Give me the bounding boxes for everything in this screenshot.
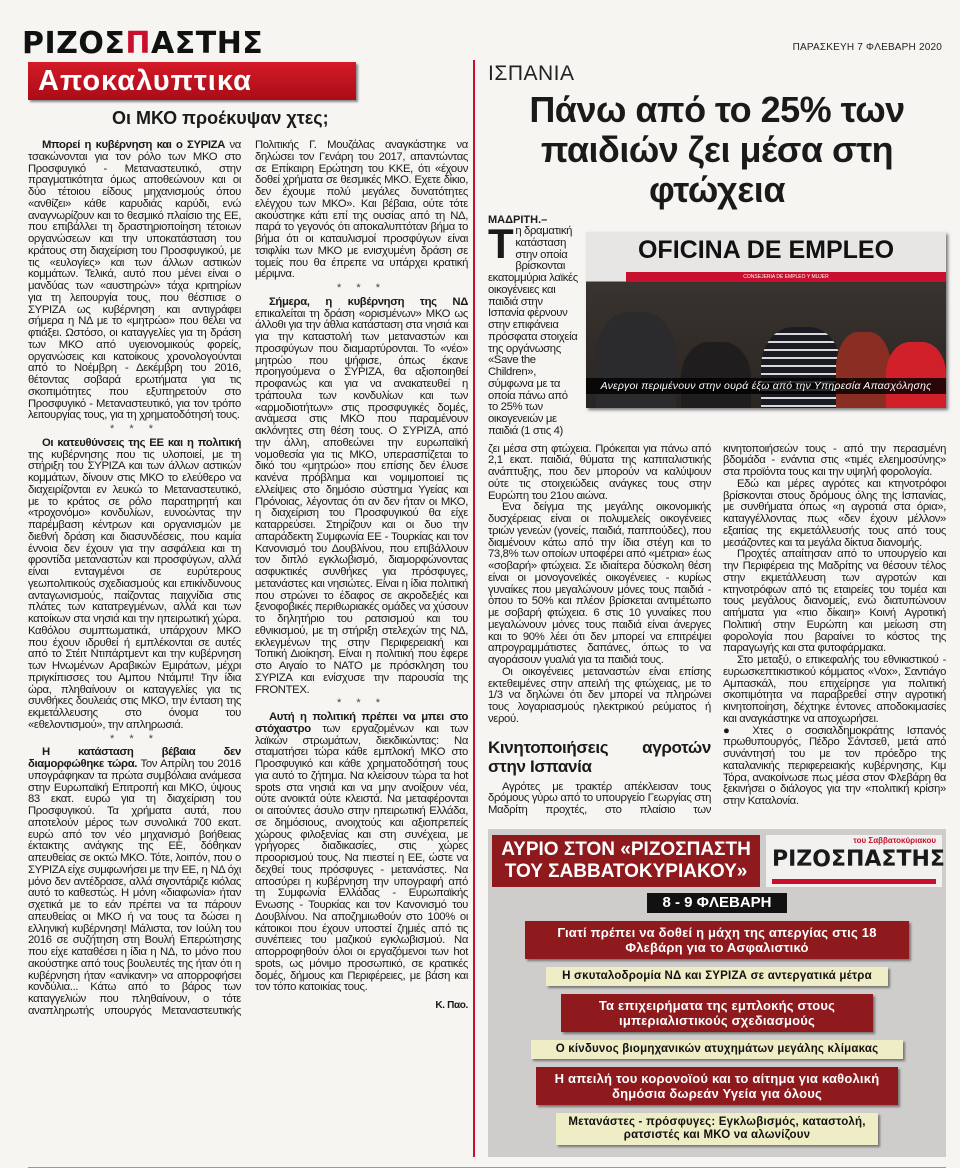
logo-part: ΑΣΤΗΣ	[151, 26, 264, 61]
paragraph-text: της κυβέρνησης που τις υλοποιεί, με τη στήριξη του ΣΥΡΙΖΑ και των άλλων αστικών κομμάτων, δίνουν στις ΜΚΟ το ελεύθερο να διαχειρίζονται εν λευκώ το Μεταναστευτικό, με το κράτος σε ρόλο παρατηρητή και «τροχονόμο» κονδυλίων, ευνοώντας την παρέμβαση κέντρων και οργανισμών με διεθνή δράση και διασυνδέσεις, που καμία έννοια δεν έχουν για την ασφάλεια και τη φροντίδα μεταναστών και προσφύγων, αλλά είναι ενταγμένοι σε ευρύτερους γεωπολιτικούς σχεδιασμούς και επικίνδυνους ανταγωνισμούς, παίζοντας παιχνίδια στις πλάτες των κατατρεγμένων, αλλά και των κατοίκων στα νησιά και την ηπειρωτική χώρα. Καθόλου συμπτωματικά, υπάρχουν ΜΚΟ που έχουν ιδρυθεί ή εμπλέκονται σε αυτές από το Στέιτ Ντιπάρτμεντ και την κυβέρνηση των Ηνωμένων Αραβικών Εμιράτων, μέχρι πριγκίπισσες του Αμπου Ντάμπι! Την ίδια ώρα, πληθαίνουν οι καταγγελίες για τις συνθήκες δουλειάς στις ΜΚΟ, την ένταση της εκμετάλλευσης στο όνομα του «εθελοντισμού», την απληρωσιά.	[28, 448, 241, 731]
ad-logo-tagline: του Σαββατοκύριακου	[853, 835, 936, 845]
right-article-body	[488, 444, 946, 817]
paragraph: Στο μεταξύ, ο επικεφαλής του εθνικιστικού - ευρωσκεπτικιστικού κόμματος «Vox», Σαντιάγο Αμπασκάλ, που επιχείρησε για πολιτική σκοπιμότητα να παραβρεθεί στην αγροτική κινητοποίηση, δέχτηκε έντονες αποδοκιμασίες και αναγκάστηκε να αποχωρήσει.	[723, 654, 946, 725]
paragraph-lead: Η κατάσταση βέβαια δεν διαμορφώθηκε τώρα.	[28, 746, 241, 770]
logo-part: ΡΙΖΟΣ	[22, 26, 126, 61]
weekend-edition-ad	[488, 829, 946, 1157]
paragraph-lead: Μπορεί η κυβέρνηση και ο ΣΥΡΙΖΑ	[42, 139, 226, 151]
paragraph	[28, 438, 241, 732]
ad-dates: 8 - 9 ΦΛΕΒΑΡΗ	[647, 893, 787, 913]
author-signature: Κ. Παο.	[435, 1000, 468, 1011]
paragraph: Εδώ και μέρες αγρότες και κτηνοτρόφοι βρίσκονται στους δρόμους όλης της Ισπανίας, με συνθήματα όπως «η αγροτιά στα όρια», καταγγέλλοντας πως «δεν έχουν μέλλον» εξαιτίας της εκμετάλλευσής τους από τους μεσάζοντες και τα μεγάλα δίκτυα διανομής.	[723, 477, 946, 549]
ad-logo-name: ΡΙΖΟΣΠΑΣΤΗΣ	[772, 846, 945, 872]
paragraph: Οι οικογένειες μεταναστών είναι επίσης εκτεθειμένες στην απειλή της φτώχειας, με το 1/3 να δηλώνει ότι δεν μπορεί να πληρώνει τους λογαριασμούς ηλεκτρικού ρεύματος ή νερού.	[488, 665, 711, 725]
separator-stars: * * *	[337, 697, 386, 710]
photo-subsign-text: CONSEJERIA DE EMPLEO Y MUJER	[626, 272, 946, 282]
ad-item: Η σκυταλοδρομία ΝΔ και ΣΥΡΙΖΑ σε αντεργατικά μέτρα	[546, 967, 888, 986]
separator-stars: * * *	[110, 732, 159, 745]
paragraph-text: να τσακώνονται για τον ρόλο των ΜΚΟ στο Προσφυγικό - Μεταναστευτικό, στην πραγματικότητα όμως αποθεώνουν και οι δύο τέτοιου είδους μηχανισμούς όπου «ανθίζει» κάθε καρυδιάς καρύδι, ενώ αναγνωρίζουν και το θεσμικό πλαίσιο της ΕΕ, που επιβάλλει τη δραστηριοποίηση τέτοιων οργανώσεων και την υποκατάσταση του κράτους στη διαχείριση του Προσφυγικού, με τις «ευλογίες» και των άλλων αστικών κομμάτων. Τελικά, αυτό που μένει είναι ο μανδύας των «αυστηρών» τάχα κριτηρίων για τη λειτουργία τους, που θέσπισε ο ΣΥΡΙΖΑ ως κυβέρνηση και αντιγράφει σήμερα η ΝΔ με το «μητρώο» που θέλει να φτιάξει. Ωστόσο, οι καταγγελίες για τη δράση των ΜΚΟ από υγειονομικούς φορείς, οργανώσεις και κατοίκους χρονολογούνται από το Νοέμβρη - Δεκέμβρη του 2016, θέτοντας σοβαρά ερωτήματα για τις σκοπιμότητες που εξυπηρετούν στο Προσφυγικό - Μεταναστευτικό, για τον τρόπο λειτουργίας τους, για τη χρηματοδότησή τους.	[28, 139, 241, 422]
paragraph	[255, 297, 468, 697]
photo-person	[836, 332, 891, 408]
paragraph-text: των εργαζομένων και των λαϊκών στρωμάτων, διεκδικώντας: Να σταματήσει τώρα κάθε εμπλοκή ΜΚΟ στο Προσφυγικό και κάθε χρηματοδότησή τους για αυτό το ζήτημα. Να κλείσουν τώρα τα hot spots στα νησιά και να μην ανοίξουν νέα, ούτε ανοικτά ούτε κλειστά. Να μεταφέρονται οι αιτούντες άσυλο στην ηπειρωτική Ελλάδα, σε δημόσιους, ανοιχτούς και αξιοπρεπείς χώρους φιλοξενίας και στη συνέχεια, με γρήγορες διαδικασίες, στις χώρες προορισμού τους. Να πιεστεί η ΕΕ, ώστε να δεχθεί τους πρόσφυγες - μετανάστες. Να αποσύρει η κυβέρνηση την υπογραφή από τη Συμφωνία Ελλάδας - Ευρωπαϊκής Ενωσης - Τουρκίας και τον Κανονισμό του Δουβλίνου. Να αποζημιωθούν στο 100% οι κάτοικοι που έχουν υποστεί ζημιές από τις συνέπειες του μαζικού εγκλωβισμού. Να απορροφηθούν όλοι οι εργαζόμενοι των hot spots, ως μόνιμο προσωπικό, σε κρατικές δομές, δήμους και Περιφέρειες, με βάση και τον τόπο κατοικίας τους.	[255, 722, 468, 994]
paragraph: Προχτές απαίτησαν από το υπουργείο και την Περιφέρεια της Μαδρίτης να θέσουν τέλος στην εκμετάλλευση των αγροτών και κτηνοτρόφων από τις εταιρείες του τομέα και τους μεγάλους διανομείς, ενώ διατυπώνουν αιτήματα για «πιο δίκαιη» Κοινή Αγροτική Πολιτική στην Ευρώπη και μείωση στη φορολογία που βαραίνει το κόστος της παραγωγής και στα φυτοφάρμακα.	[723, 548, 946, 655]
ad-header	[492, 835, 945, 887]
section-label: ΙΣΠΑΝΙΑ	[488, 62, 575, 85]
logo-part: Π	[125, 26, 152, 61]
photo-caption: Ανεργοι περιμένουν στην ουρά έξω από την Υπηρεσία Απασχόλησης	[586, 378, 946, 394]
issue-date: ΠΑΡΑΣΚΕΥΗ 7 ΦΛΕΒΑΡΗ 2020	[792, 42, 942, 53]
column-divider	[473, 60, 475, 1157]
subheading: Κινητοποιήσεις αγροτών στην Ισπανία	[488, 737, 711, 776]
paragraph-text: επικαλείται τη δράση «ορισμένων» ΜΚΟ ως άλλοθι για την άθλια κατάσταση στα νησιά και για την καταστολή των μεταναστών και προσφύγων που διαμαρτύρονται. Το «νέο» μητρώο που ψήφισε, όπως έκανε προηγούμενα ο ΣΥΡΙΖΑ, θα αξιοποιηθεί προφανώς και για να ανακατευθεί η τράπουλα των κονδυλίων και των «αρμοδιοτήτων» στις προσφυγικές δομές, ανάμεσα στις ΜΚΟ που παραμένουν ακλόνητες στη θέση τους. Ο ΣΥΡΙΖΑ, από την άλλη, αποθεώνει την ευρωπαϊκή νομοθεσία για τις ΜΚΟ, υπερασπίζεται το δικό του «μητρώο» που επίσης δεν έλυσε κανένα πρόβλημα και νομιμοποιεί τις ελλείψεις στο δημόσιο σύστημα Υγείας και Πρόνοιας, λέγοντας ότι αν δεν ήταν οι ΜΚΟ, η διαχείριση του Προσφυγικού θα είχε καταρρεύσει. Στηρίζουν και οι δυο την απαράδεκτη Συμφωνία ΕΕ - Τουρκίας και τον Κανονισμό του Δουβλίνου, που επιβάλλουν τον διπλό εγκλωβισμό, διαμορφώνοντας ασφυκτικές συνθήκες για πρόσφυγες, μετανάστες και νησιώτες. Είναι η ίδια πολιτική που στρώνει το έδαφος σε ακροδεξιές και ξενοφοβικές περιθωριακές ομάδες να χύσουν το δηλητήριο του ρατσισμού και του εθνικισμού, με τη στήριξη στελεχών της ΝΔ, εκλεγμένων της στην Περιφερειακή και Τοπική Διοίκηση. Είναι η πολιτική που έφερε στο Αιγαίο το ΝΑΤΟ με πρόσκληση του ΣΥΡΙΖΑ και ενίσχυσε την παρουσία της FRONTEX.	[255, 307, 468, 696]
paragraph: Ενα δείγμα της μεγάλης οικονομικής δυσχέρειας είναι οι πολυμελείς οικογένειες τριών γενεών (γονείς, παιδιά, παππούδες), που διαμένουν κάτω από την ίδια στέγη και το 73,8% των οποίων υποφέρει από «μέτρια» έως «σοβαρή» φτώχεια. Σε ιδιαίτερα δύσκολη θέση είναι οι μονογονεϊκές οικογένειες - κυρίως γυναίκες που μεγαλώνουν μόνες τους παιδιά - όπου το 50% και πλέον βρίσκεται αντιμέτωπο με σοβαρή φτώχεια. 6 στις 10 γυναίκες που μεγαλώνουν μόνες τους παιδιά είναι άνεργες και το 90% λέει ότι δεν μπορεί να επιτρέψει απρογραμμάτιστες δαπάνες, όπως το να αγοράσουν γυαλιά για τα παιδιά τους.	[488, 501, 711, 666]
ad-item: Μετανάστες - πρόσφυγες: Εγκλωβισμός, καταστολή, ρατσιστές και ΜΚΟ να αλωνίζουν	[556, 1113, 878, 1145]
ad-item: Τα επιχειρήματα της εμπλοκής στους ιμπεριαλιστικούς σχεδιασμούς	[561, 994, 873, 1032]
photo-person	[681, 342, 751, 408]
paragraph-lead: Αυτή η πολιτική πρέπει να μπει στο στόχαστρο	[255, 711, 468, 735]
ad-title: ΑΥΡΙΟ ΣΤΟΝ «ΡΙΖΟΣΠΑΣΤΗ ΤΟΥ ΣΑΒΒΑΤΟΚΥΡΙΑΚΟΥ»	[492, 835, 760, 887]
paragraph-text: Τον Απρίλη του 2016 υπογράφηκαν τα πρώτα συμβόλαια ανάμεσα στην Ευρωπαϊκή Επιτροπή και ΜΚΟ, ύψους 83 εκατ. ευρώ για τη διαχείριση του Προσφυγικού. Τα χρήματα αυτά, που αποτελούν μέρος των συνολικά 700 εκατ. ευρώ από τον νέο μηχανισμό βοήθειας έκτακτης ανάγκης της ΕΕ, δόθηκαν απευθείας σε οκτώ ΜΚΟ. Τότε, λοιπόν, που ο ΣΥΡΙΖΑ είχε συμφωνήσει με την ΕΕ, η ΝΔ όχι μόνο δεν αντέδρασε, αλλά σιγοντάριζε κιόλας αυτό το καθεστώς. Η μόνη «διαφωνία» ήταν σχετικά με το εάν πρέπει να τα πάρουν απευθείας οι ΜΚΟ ή να τους τα δώσει η ελληνική κυβέρνηση! Μάλιστα, τον Ιούλη του 2016 σε συζήτηση στη Βουλή Επερώτησης που είχε καταθέσει η ίδια η ΝΔ, το μόνο που ακούστηκε από τους βουλευτές της ήταν ότι η κυβέρνηση ήταν «ανίκανη» να απορροφήσει κονδύλια... Κάτω από το βάρος των καταγγελιών που πληθαίνουν, ο τότε αναπληρωτής υπουργός Μεταναστευτικής Πολιτικής Γ. Μουζάλας αναγκάστηκε να δηλώσει τον Γενάρη του 2017, απαντώντας σε Επίκαιρη Ερώτηση του ΚΚΕ, ότι «έχουν δοθεί χρήματα σε θεσμικές ΜΚΟ. Εχετε δίκιο, δεν έχουμε πολύ μεγάλες δυνατότητες ελέγχου των ΜΚΟ». Και βέβαια, ούτε τότε ακούστηκε κάτι επί της ουσίας από τη ΝΔ, παρά το γεγονός ότι αποκαλυπτόταν βήμα το βήμα ότι οι καταυλισμοί προσφύγων είναι τσιφλίκι των ΜΚΟ με ενισχυμένη δράση σε τομείς που θα έπρεπε να υπάρχει κρατική μέριμνα.	[28, 139, 468, 1017]
article-title: Οι ΜΚΟ προέκυψαν χτες;	[112, 108, 329, 128]
rubric-banner: Αποκαλυπτικα	[28, 62, 356, 100]
ad-item: Γιατί πρέπει να δοθεί η μάχη της απεργίας στις 18 Φλεβάρη για το Ασφαλιστικό	[525, 921, 909, 959]
lead-text: η δραματική κατάσταση στην οποία βρίσκονται εκατομμύρια λαϊκές οικογένειες και παιδιά στην Ισπανία φέρνουν στην επιφάνεια πρόσφατα στοιχεία της οργάνωσης «Save the Children», σύμφωνα με τα οποία πάνω από το 25% των οικογενειών με παιδιά (1 στις 4)	[488, 225, 578, 437]
left-article-body	[28, 140, 468, 1018]
ad-item: Η απειλή του κορονοϊού και το αίτημα για καθολική δημόσια δωρεάν Υγεία για όλους	[536, 1067, 898, 1105]
separator-stars: * * *	[110, 423, 159, 435]
dateline: ΜΑΔΡΙΤΗ.–	[488, 214, 548, 226]
paragraph: ζει μέσα στη φτώχεια. Πρόκειται για πάνω από 2,1 εκατ. παιδιά, θύματα της καπιταλιστικής ανάπτυξης, που δεν μπορούν να καλύψουν ούτε τις στοιχειώδεις ανάγκες τους στην Ευρώπη του 21ου αιώνα.	[488, 442, 711, 502]
drop-cap: Τ	[488, 220, 514, 267]
paragraph	[255, 712, 468, 994]
masthead-logo	[22, 26, 263, 61]
photo-person	[886, 342, 946, 408]
right-article	[488, 62, 946, 1157]
paragraph: ● Χτες ο σοσιαλδημοκράτης Ισπανός πρωθυπουργός, Πέδρο Σάντσεθ, μετά από συνάντησή του με τον πρόεδρο της καταλανικής περιφερειακής κυβέρνησης, Κιμ Τόρα, ανακοίνωσε πως μέσα στον Φλεβάρη θα ξεκινήσει ο διάλογος για την «πολιτική κρίση» στην Καταλονία.	[723, 724, 946, 807]
paragraph: Αγρότες με τρακτέρ απέκλεισαν τους δρόμους γύρω από το υπουργείο Γεωργίας στη Μαδρίτη προχτές, στο πλαίσιο των κινητοποιήσεών τους - από την περασμένη βδομάδα - ενάντια στις «τιμές ελεημοσύνης» στα προϊόντα τους και την υψηλή φορολογία.	[488, 442, 946, 816]
paragraph-lead: Οι κατευθύνσεις της ΕΕ και η πολιτική	[42, 436, 241, 449]
paragraph-lead: Σήμερα, η κυβέρνηση της ΝΔ	[269, 295, 468, 308]
news-photo	[586, 232, 946, 408]
ad-logo	[766, 835, 945, 887]
headline: Πάνω από το 25% των παιδιών ζει μέσα στη φτώχεια	[529, 89, 905, 210]
photo-sign-text: OFICINA DE EMPLEO	[637, 236, 895, 264]
photo-person	[761, 327, 841, 408]
ad-logo-strip	[772, 879, 936, 884]
separator-stars: * * *	[337, 282, 386, 294]
ad-item: Ο κίνδυνος βιομηχανικών ατυχημάτων μεγάλης κλίμακας	[531, 1040, 903, 1059]
paragraph	[28, 140, 241, 422]
